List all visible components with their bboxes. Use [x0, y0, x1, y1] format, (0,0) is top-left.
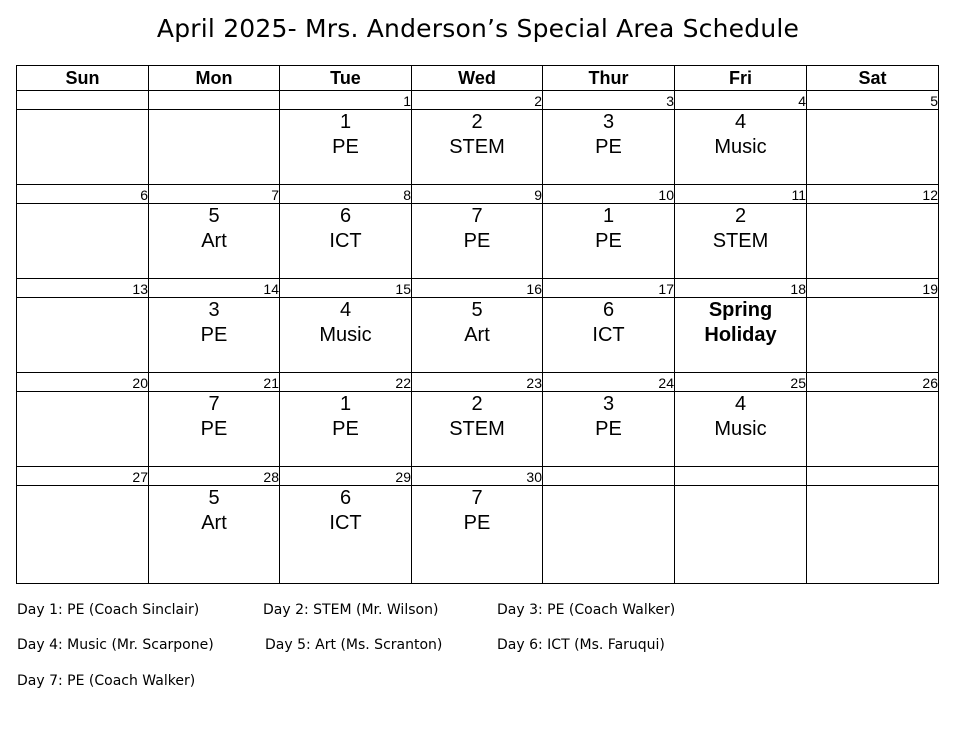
date-number: 20 [17, 373, 149, 392]
rotation-day: 4 [734, 111, 747, 133]
rotation-day: 1 [339, 111, 352, 133]
week-4-schedule-row [17, 392, 939, 467]
page-title: April 2025- Mrs. Anderson’s Special Area Schedule [156, 14, 800, 43]
rotation-day: 5 [471, 299, 483, 321]
weekday-fri: Fri [675, 66, 807, 91]
date-number: 19 [807, 279, 939, 298]
date-number: 26 [807, 373, 939, 392]
holiday-cell [675, 298, 807, 373]
special-subject: Art [201, 512, 227, 534]
special-subject: STEM [712, 230, 769, 252]
legend-day-3: Day 3: PE (Coach Walker) [497, 602, 676, 618]
rotation-day: 7 [208, 393, 220, 415]
date-number: 3 [543, 91, 675, 110]
day-cell [412, 110, 543, 185]
date-number [543, 467, 675, 486]
day-cell [675, 392, 807, 467]
rotation-day: 6 [339, 487, 352, 509]
day-cell [675, 204, 807, 279]
day-cell [149, 204, 280, 279]
date-number: 16 [412, 279, 543, 298]
date-number: 7 [149, 185, 280, 204]
rotation-day: 4 [734, 393, 747, 415]
day-cell [280, 298, 412, 373]
date-number: 6 [17, 185, 149, 204]
day-cell [149, 486, 280, 584]
rotation-day: 1 [602, 205, 615, 227]
rotation-day: 3 [602, 111, 615, 133]
date-number: 28 [149, 467, 280, 486]
rotation-day: 4 [339, 299, 352, 321]
date-number: 13 [17, 279, 149, 298]
weekday-header-row [17, 66, 939, 91]
week-2-date-row [17, 185, 939, 204]
date-number: 4 [675, 91, 807, 110]
week-4-date-row [17, 373, 939, 392]
weekday-wed: Wed [412, 66, 543, 91]
day-cell [280, 392, 412, 467]
legend-day-7: Day 7: PE (Coach Walker) [17, 673, 196, 689]
rotation-day: 5 [208, 205, 220, 227]
week-5-schedule-row [17, 486, 939, 584]
day-cell [543, 392, 675, 467]
rotation-day: 2 [734, 205, 747, 227]
date-number: 23 [412, 373, 543, 392]
day-cell [412, 298, 543, 373]
day-cell [807, 204, 939, 279]
calendar-grid [16, 65, 939, 584]
date-number: 1 [280, 91, 412, 110]
special-subject: Art [201, 230, 227, 252]
special-subject: Music [714, 136, 767, 158]
date-number [17, 91, 149, 110]
day-cell [412, 204, 543, 279]
date-number: 27 [17, 467, 149, 486]
rotation-day: 2 [471, 393, 483, 415]
day-cell [807, 110, 939, 185]
weekday-sat: Sat [807, 66, 939, 91]
day-cell [675, 110, 807, 185]
date-number [807, 467, 939, 486]
rotation-day: 2 [471, 111, 483, 133]
day-cell [807, 298, 939, 373]
special-subject: ICT [592, 324, 625, 346]
date-number: 30 [412, 467, 543, 486]
special-subject: PE [332, 418, 359, 440]
special-subject: PE [200, 418, 228, 440]
day-cell [149, 392, 280, 467]
date-number [149, 91, 280, 110]
day-cell [543, 110, 675, 185]
rotation-day: 3 [602, 393, 615, 415]
legend-day-4: Day 4: Music (Mr. Scarpone) [17, 637, 214, 653]
special-subject: Art [464, 324, 490, 346]
week-3-date-row [17, 279, 939, 298]
week-2-schedule-row [17, 204, 939, 279]
date-number: 22 [280, 373, 412, 392]
rotation-day: 1 [339, 393, 352, 415]
day-cell [807, 486, 939, 584]
date-number: 2 [412, 91, 543, 110]
date-number: 14 [149, 279, 280, 298]
special-subject: PE [200, 324, 228, 346]
date-number [675, 467, 807, 486]
day-cell [17, 110, 149, 185]
weekday-thur: Thur [543, 66, 675, 91]
day-cell [543, 204, 675, 279]
special-subject: ICT [329, 512, 362, 534]
legend-day-1: Day 1: PE (Coach Sinclair) [17, 602, 200, 618]
day-cell [412, 486, 543, 584]
rotation-day: 3 [208, 299, 220, 321]
day-cell [675, 486, 807, 584]
special-subject: Music [714, 418, 767, 440]
special-subject: PE [463, 230, 491, 252]
rotation-day: 6 [602, 299, 615, 321]
day-cell [280, 110, 412, 185]
date-number: 18 [675, 279, 807, 298]
date-number: 21 [149, 373, 280, 392]
day-cell [17, 392, 149, 467]
day-cell [543, 486, 675, 584]
date-number: 17 [543, 279, 675, 298]
week-5-date-row [17, 467, 939, 486]
day-cell [17, 204, 149, 279]
rotation-day: 6 [339, 205, 352, 227]
special-subject: ICT [329, 230, 362, 252]
date-number: 29 [280, 467, 412, 486]
rotation-day: 7 [471, 487, 483, 509]
special-subject: PE [332, 136, 359, 158]
date-number: 8 [280, 185, 412, 204]
date-number: 24 [543, 373, 675, 392]
special-subject: Music [319, 324, 372, 346]
date-number: 11 [675, 185, 807, 204]
weekday-sun: Sun [17, 66, 149, 91]
special-subject: STEM [449, 136, 505, 158]
date-number: 5 [807, 91, 939, 110]
holiday-label: Spring [708, 299, 773, 321]
rotation-day: 7 [471, 205, 483, 227]
date-number: 25 [675, 373, 807, 392]
date-number: 9 [412, 185, 543, 204]
day-cell [17, 486, 149, 584]
legend-day-6: Day 6: ICT (Ms. Faruqui) [497, 637, 665, 653]
special-subject: PE [595, 136, 622, 158]
day-cell [412, 392, 543, 467]
rotation-day: 5 [208, 487, 220, 509]
legend-day-5: Day 5: Art (Ms. Scranton) [265, 637, 443, 653]
day-cell [543, 298, 675, 373]
special-subject: PE [595, 230, 622, 252]
day-cell [280, 204, 412, 279]
date-number: 12 [807, 185, 939, 204]
week-1-date-row [17, 91, 939, 110]
day-cell [149, 298, 280, 373]
holiday-label: Holiday [704, 324, 777, 346]
day-cell [149, 110, 280, 185]
day-cell [280, 486, 412, 584]
legend-day-2: Day 2: STEM (Mr. Wilson) [263, 602, 439, 618]
day-cell [807, 392, 939, 467]
special-subject: PE [463, 512, 491, 534]
special-subject: PE [595, 418, 622, 440]
date-number: 15 [280, 279, 412, 298]
day-cell [17, 298, 149, 373]
date-number: 10 [543, 185, 675, 204]
special-subject: STEM [449, 418, 505, 440]
week-1-schedule-row [17, 110, 939, 185]
week-3-schedule-row [17, 298, 939, 373]
weekday-tue: Tue [280, 66, 412, 91]
weekday-mon: Mon [149, 66, 280, 91]
